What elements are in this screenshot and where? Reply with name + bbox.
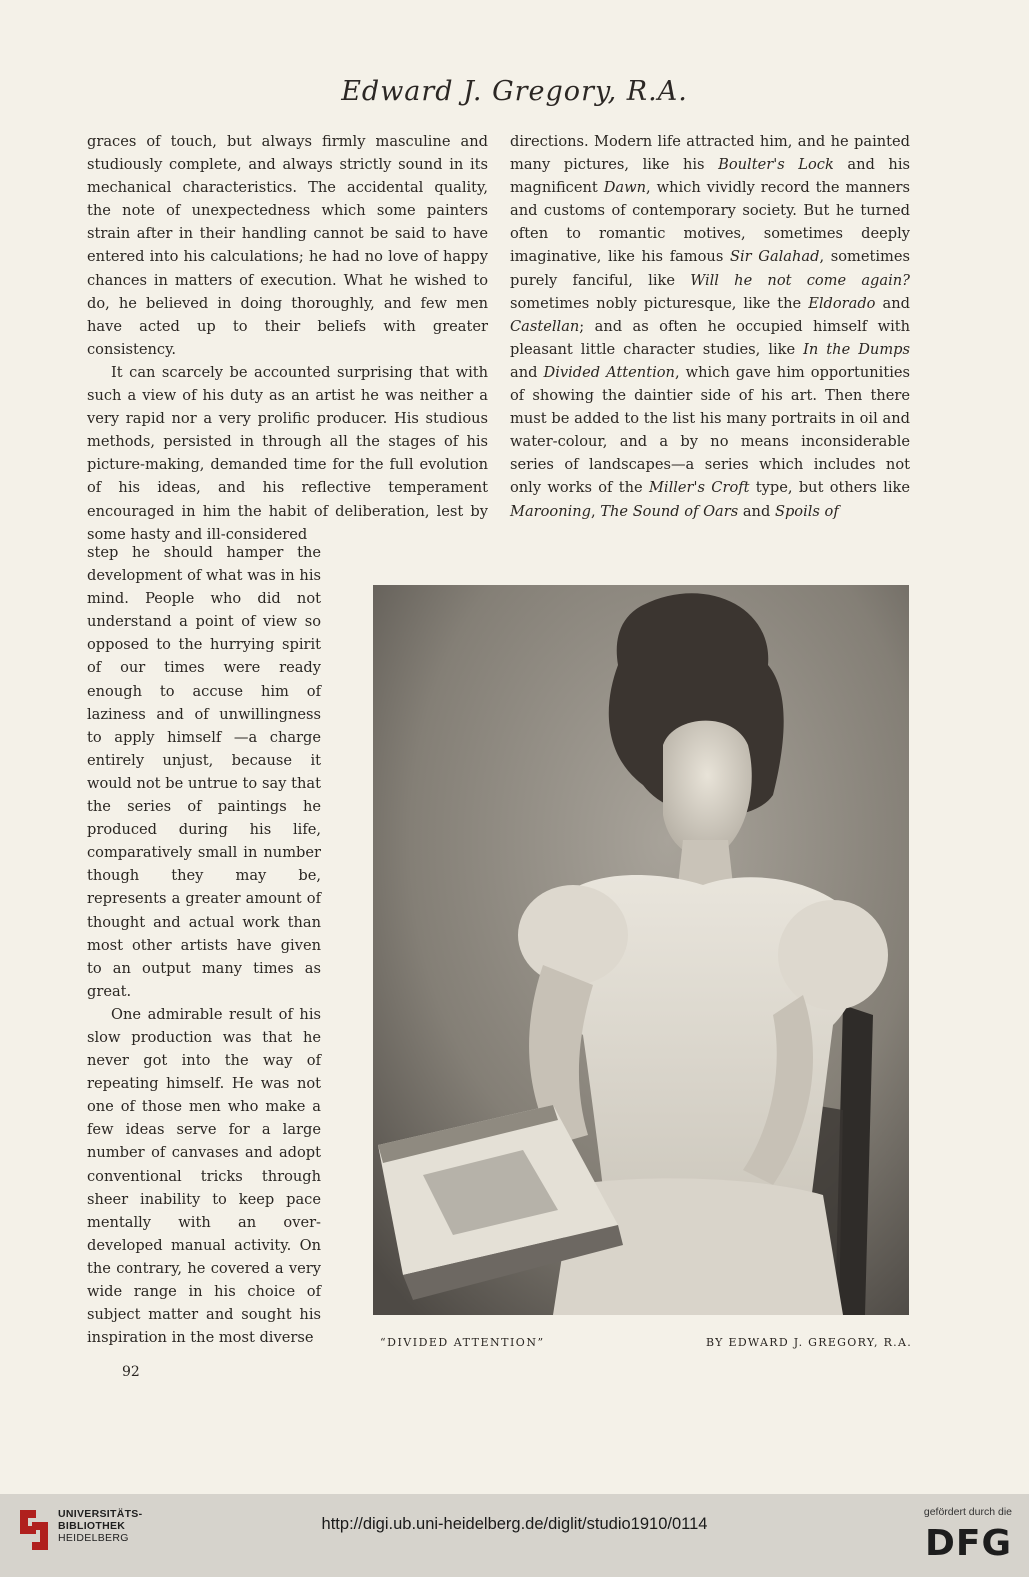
text-run: , which vividly record the manners and customs of contemporary society. But he turned often to romantic motives, sometimes deeply imaginative, like his famous — [510, 179, 910, 266]
dfg-logo: DFG — [924, 1523, 1012, 1564]
text-run: and his magnificent — [510, 156, 910, 197]
portrait-photograph — [373, 585, 909, 1315]
painting-title: The Sound of Oars — [600, 502, 739, 520]
portrait-illustration — [373, 585, 909, 1315]
painting-title: In the Dumps — [803, 340, 910, 358]
text-run: ; and as often he occupied himself with pleasant little character studies, like — [510, 317, 910, 358]
painting-title: Dawn — [603, 179, 647, 197]
running-head: Edward J. Gregory, R.A. — [341, 76, 688, 107]
painting-title: Marooning — [510, 502, 591, 520]
digital-library-footer — [0, 1494, 1029, 1577]
text-run: , sometimes purely fanciful, like — [510, 248, 910, 289]
text-run: directions. Modern life attracted him, and he painted many pictures, like his — [510, 133, 910, 174]
library-name — [58, 1508, 142, 1544]
text-run: , which gave him opportunities of showing the daintier side of his art. Then there must be added to the list his many portraits in oil and water-colour, and a by no means inconsiderable series of landscapes—a series which includes not only works of the — [510, 363, 910, 497]
paragraph-2-continued: step he should hamper the development of what was in his mind. People who did not understand a point of view so opposed to the hurrying spirit of our times were ready enough to accuse him of laziness and of unwillingness to apply himself —a charge entirely unjust, because it would not be untrue to say that the series of paintings he produced during his life, comparatively small in number though they may be, represents a greater amount of thought and actual work than most other artists have given to an output many times as great. — [87, 544, 321, 1000]
library-name-line: BIBLIOTHEK — [58, 1520, 126, 1532]
painting-title: Spoils of — [774, 502, 839, 520]
left-column — [87, 130, 488, 546]
paragraph-1: graces of touch, but always firmly masculine and studiously complete, and always strictly sound in its mechanical characteristics. The accidental quality, the note of unexpectedness which some painters strain after in their handling cannot be said to have entered into his calculations; he had no love of happy chances in matters of execution. What he wished to do, he believed in doing thoroughly, and few men have acted up to their beliefs with greater consistency. — [87, 133, 488, 358]
funded-by-label: gefördert durch die — [923, 1506, 1012, 1518]
painting-title: Miller's Croft — [648, 479, 750, 497]
painting-title: Sir Galahad — [729, 248, 820, 266]
figure-caption-title: “DIVIDED ATTENTION” — [380, 1336, 545, 1349]
permalink-url[interactable]: http://digi.ub.uni-heidelberg.de/diglit/studio1910/0114 — [321, 1515, 708, 1533]
painting-title: Eldorado — [808, 294, 876, 312]
text-run: type, but others like — [749, 479, 910, 497]
painting-title: Divided Attention — [543, 363, 675, 381]
paragraph-3: One admirable result of his slow production was that he never got into the way of repeating himself. He was not one of those men who make a few ideas serve for a large number of canvases and adopt conventional tricks through sheer inability to keep pace mentally with an over-developed manual activity. On the contrary, he covered a very wide range in his choice of subject matter and sought his inspiration in the most diverse — [87, 1005, 321, 1347]
library-emblem-icon — [18, 1506, 52, 1554]
painting-title: Will he not come again? — [690, 271, 910, 289]
right-column — [510, 130, 910, 523]
text-run: and — [738, 502, 775, 520]
text-run: , — [591, 502, 601, 520]
text-run: sometimes nobly picturesque, like the — [510, 294, 809, 312]
text-run: and — [510, 363, 544, 381]
library-name-line: UNIVERSITÄTS- — [58, 1508, 143, 1520]
painting-title: Boulter's Lock — [718, 156, 834, 174]
university-library-logo — [18, 1506, 52, 1559]
page-number: 92 — [122, 1364, 140, 1380]
narrow-column — [87, 541, 321, 1349]
paragraph-right — [510, 130, 910, 523]
figure-caption-credit: BY EDWARD J. GREGORY, R.A. — [705, 1336, 912, 1349]
paragraph-2: It can scarcely be accounted surprising that with such a view of his duty as an artist he was neither a very rapid nor a very prolific producer. His studious methods, persisted in through all the stages of his picture-making, demanded time for the full evolution of his ideas, and his reflective temperament encouraged in him the habit of deliberation, lest by some hasty and ill-considered — [87, 363, 488, 543]
painting-title: Castellan — [510, 317, 580, 335]
text-run: and — [875, 294, 910, 312]
library-name-line: HEIDELBERG — [58, 1532, 129, 1544]
